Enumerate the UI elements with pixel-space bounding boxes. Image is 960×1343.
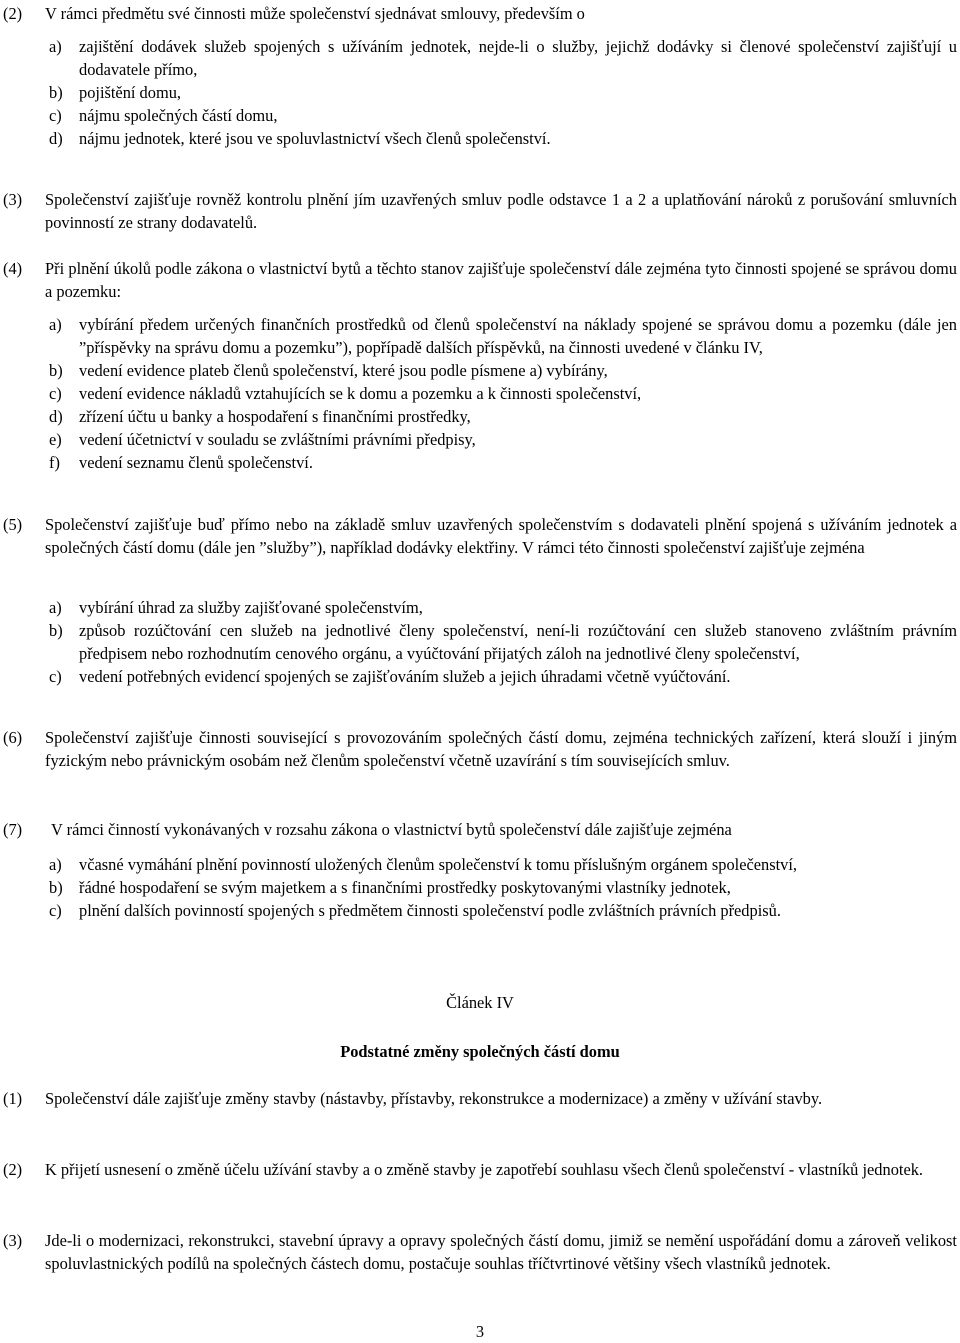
paragraph-5 [3,513,957,559]
list-item [49,619,957,665]
list-item [49,853,957,876]
list-item-text: způsob rozúčtování cen služeb na jednotlivé členy společenství, není-li rozúčtování cen služeb stanoveno zvláštním právním předpisem nebo rozhodnutím cenového orgánu, a vyúčtování přijatých záloh na jednotlivé členy společenství, [79,621,957,663]
paragraph-3 [3,188,957,234]
list-letter: b) [49,878,63,897]
paragraph-number: (3) [3,190,23,209]
list-item-text: včasné vymáhání plnění povinností uložených členům společenství k tomu příslušným orgánem společenství, [79,855,798,874]
list-letter: c) [49,106,62,125]
article-subtitle: Podstatné změny společných částí domu [340,1042,620,1061]
paragraph-text: Společenství zajišťuje buď přímo nebo na základě smluv uzavřených společenstvím s dodavateli plnění spojená s užíváním jednotek a společných částí domu (dále jen ”služby”), například dodávky elektřiny. V rámci této činnosti společenství zajišťuje zejména [45,515,957,557]
list-item-text: nájmu společných částí domu, [79,106,278,125]
list-letter: c) [49,667,62,686]
paragraph-2-list [49,35,957,150]
list-item-text: vedení evidence plateb členů společenství, které jsou podle písmene a) vybírány, [79,361,608,380]
article-paragraph-2 [3,1158,957,1181]
list-item [49,359,957,382]
list-item [49,81,957,104]
paragraph-text: Společenství zajišťuje činnosti související s provozováním společných částí domu, zejména technických zařízení, která slouží i jiným fyzickým nebo právnickým osobám než členům společenství včetně uzavírání s tím souvisejících smluv. [45,728,957,770]
list-item [49,428,957,451]
list-item-text: zřízení účtu u banky a hospodaření s finančními prostředky, [79,407,471,426]
list-item [49,35,957,81]
paragraph-4 [3,257,957,303]
paragraph-text: Jde-li o modernizaci, rekonstrukci, stavební úpravy a opravy společných částí domu, jimiž se nemění uspořádání domu a zároveň velikost spoluvlastnických podílů na společných částech domu, postačuje souhlas tříčtvrtinové většiny všech vlastníků jednotek. [45,1231,957,1273]
list-item [49,876,957,899]
list-letter: d) [49,129,63,148]
paragraph-number: (2) [3,1160,23,1179]
list-item [49,899,957,922]
list-item-text: nájmu jednotek, které jsou ve spoluvlastnictví všech členů společenství. [79,129,551,148]
paragraph-7-list [49,853,957,922]
article-title: Článek IV [446,993,514,1012]
paragraph-number: (3) [3,1231,23,1250]
list-letter: b) [49,83,63,102]
list-letter: a) [49,37,62,56]
list-item-text: vedení účetnictví v souladu se zvláštními právními předpisy, [79,430,476,449]
paragraph-number: (5) [3,515,23,534]
paragraph-5-list [49,596,957,688]
paragraph-text: K přijetí usnesení o změně účelu užívání stavby a o změně stavby je zapotřebí souhlasu všech členů společenství - vlastníků jednotek. [45,1160,924,1179]
list-item-text: řádné hospodaření se svým majetkem a s finančními prostředky poskytovanými vlastníky jednotek, [79,878,731,897]
paragraph-4-list [49,313,957,474]
list-item [49,382,957,405]
list-letter: b) [49,361,63,380]
list-letter: e) [49,430,62,449]
list-letter: c) [49,901,62,920]
paragraph-7 [3,818,957,841]
list-item [49,596,957,619]
article-paragraph-3 [3,1229,957,1275]
list-item-text: plnění dalších povinností spojených s předmětem činnosti společenství podle zvláštních právních předpisů. [79,901,781,920]
list-item [49,405,957,428]
list-letter: a) [49,855,62,874]
list-item-text: vybírání úhrad za služby zajišťované společenstvím, [79,598,423,617]
list-item-text: vedení seznamu členů společenství. [79,453,313,472]
list-item-text: vedení potřebných evidencí spojených se zajišťováním služeb a jejich úhradami včetně vyúčtování. [79,667,731,686]
paragraph-text: Společenství dále zajišťuje změny stavby (nástavby, přístavby, rekonstrukce a modernizace) a změny v užívání stavby. [45,1089,823,1108]
list-item-text: zajištění dodávek služeb spojených s užíváním jednotek, nejde-li o služby, jejichž dodávky si členové společenství zajišťují u dodavatele přímo, [79,37,957,79]
list-item [49,313,957,359]
list-item [49,451,957,474]
list-item-text: vybírání předem určených finančních prostředků od členů společenství na náklady spojené se správou domu a pozemku (dále jen ”příspěvky na správu domu a pozemku”), popřípadě dalších příspěvků, na činnosti uvedené v článku IV, [79,315,957,357]
paragraph-number: (6) [3,728,23,747]
list-item-text: pojištění domu, [79,83,181,102]
paragraph-text: Při plnění úkolů podle zákona o vlastnictví bytů a těchto stanov zajišťuje společenství dále zejména tyto činnosti spojené se správou domu a pozemku: [45,259,957,301]
list-letter: a) [49,598,62,617]
paragraph-text: V rámci činností vykonávaných v rozsahu zákona o vlastnictví bytů společenství dále zajišťuje zejména [51,820,732,839]
paragraph-number: (1) [3,1089,23,1108]
paragraph-text: Společenství zajišťuje rovněž kontrolu plnění jím uzavřených smluv podle odstavce 1 a 2 a uplatňování nároků z porušování smluvních povinností ze strany dodavatelů. [45,190,957,232]
list-item [49,127,957,150]
paragraph-number: (2) [3,4,23,23]
list-letter: c) [49,384,62,403]
paragraph-2 [3,2,957,25]
list-letter: b) [49,621,63,640]
paragraph-6 [3,726,957,772]
article-paragraph-1 [3,1087,957,1110]
paragraph-number: (4) [3,259,23,278]
list-item [49,665,957,688]
list-item [49,104,957,127]
list-letter: a) [49,315,62,334]
page-number: 3 [475,1322,485,1341]
list-item-text: vedení evidence nákladů vztahujících se k domu a pozemku a k činnosti společenství, [79,384,642,403]
list-letter: f) [49,453,60,472]
paragraph-text: V rámci předmětu své činnosti může společenství sjednávat smlouvy, především o [45,4,585,23]
paragraph-number: (7) [3,820,23,839]
list-letter: d) [49,407,63,426]
